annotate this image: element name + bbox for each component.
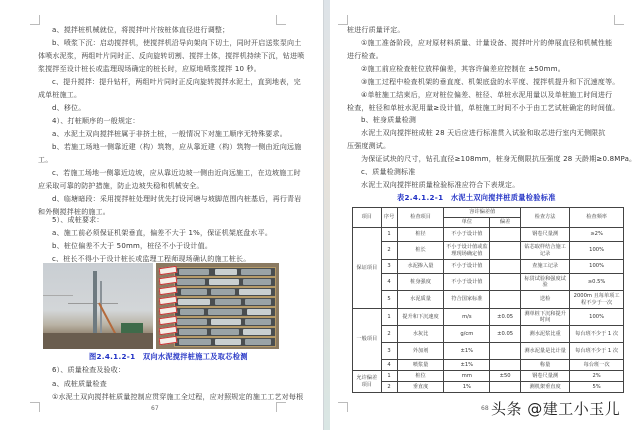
page-number: 68 — [481, 405, 489, 412]
cell-item: 桩长 — [397, 242, 444, 260]
cell-method: 测水泥量是比计量 — [521, 343, 570, 360]
page-number: 67 — [151, 405, 159, 412]
cell-no: 1 — [381, 228, 397, 242]
cell-no: 1 — [381, 371, 397, 382]
paragraph-line: 水泥土双向搅拌桩质量检验标准应符合下表规定。 — [361, 181, 520, 189]
cell-frequency: 100% — [570, 242, 624, 260]
paragraph-line: a、成桩质量检查 — [52, 380, 107, 388]
crop-mark — [614, 15, 624, 25]
page-gap — [313, 0, 330, 430]
cell-frequency: 每台班一次 — [570, 360, 624, 371]
paragraph-line: 浆搅拌至设计桩长或监理现场确定的桩长时，应原地喷浆搅拌 10 秒。 — [38, 65, 261, 73]
cell-unit: g/cm — [444, 326, 490, 343]
paragraph-line: ①施工准备阶段，应对原材料质量、计量设备、搅拌叶片的伸展直径和机械性能 — [361, 39, 613, 47]
cell-unit: mm — [444, 371, 490, 382]
cell-frequency: 2% — [570, 371, 624, 382]
cell-method: 钢卷尺量测 — [521, 371, 570, 382]
cell-unit: 不小于设计值 — [444, 260, 490, 274]
cell-frequency: 每台班不少于 1 次 — [570, 326, 624, 343]
crop-mark — [338, 15, 348, 25]
cell-no: 5 — [381, 291, 397, 309]
cell-value — [490, 260, 521, 274]
table-row — [353, 371, 624, 382]
cell-method: 钢卷尺量测 — [521, 228, 570, 242]
cell-method: 标贯试验和强度试验 — [521, 274, 570, 291]
header-frequency: 检查频率 — [570, 208, 624, 228]
paragraph-line: 进行检查。 — [347, 52, 383, 60]
cell-value — [490, 291, 521, 309]
group-label: 保证项目 — [353, 228, 382, 309]
cell-frequency: 2000m 且每单项工程不少于一次 — [570, 291, 624, 309]
cell-no: 4 — [381, 360, 397, 371]
cell-method: 送检 — [521, 291, 570, 309]
table-row — [353, 382, 624, 393]
cell-method: 测机架垂直度 — [521, 382, 570, 393]
cell-frequency: 每台班不少于 1 次 — [570, 343, 624, 360]
section-heading: 4）、打桩顺序的一般规定： — [52, 117, 140, 125]
paragraph-line: ④单桩施工结束后，应对桩位偏差、桩径、单桩水泥用量以及单桩施工时间进行 — [361, 91, 613, 99]
cell-item: 外加剂 — [397, 343, 444, 360]
cell-value: ±0.05 — [490, 326, 521, 343]
crop-mark — [30, 402, 40, 412]
pile-rig-photo — [43, 263, 153, 349]
crop-mark — [30, 15, 40, 25]
header-item: 项目 — [353, 208, 382, 228]
cell-method: 称量 — [521, 360, 570, 371]
paragraph-line: d、移位。 — [52, 104, 86, 112]
ground — [43, 333, 153, 349]
section-heading: 6）、质量检查及验收： — [52, 366, 126, 374]
paragraph-line: ③施工过程中检查机架的垂直度、机架底盘的水平度、搅拌机提升和下沉速度等。 — [361, 78, 620, 86]
group-label: 允许偏差项目 — [353, 371, 382, 393]
paragraph-line: 桩进行质量评定。 — [347, 26, 405, 34]
paragraph-line: a、施工前必须保证机架垂直，偏差不大于 1%，保证机架底盘水平。 — [52, 229, 273, 237]
table-row — [353, 343, 624, 360]
table-row — [353, 360, 624, 371]
paragraph-line: b、若施工场地一侧靠近建（构）筑物，应从靠近建（构）筑物一侧由近向远施 — [52, 143, 302, 151]
core-tray — [174, 287, 276, 297]
cell-value — [490, 360, 521, 371]
cell-frequency: ≥2% — [570, 228, 624, 242]
paragraph-line: ②施工前应检查桩位放样偏差，其容许偏差应控制在 ±50mm。 — [361, 65, 565, 73]
paragraph-line: c、桩长不得小于设计桩长或监理工程师现场确认的施工桩长。 — [52, 255, 251, 263]
cell-no: 3 — [381, 260, 397, 274]
cell-unit: 不小于设计值 — [444, 274, 490, 291]
paragraph-line: 为保证试块的尺寸，钻孔直径≥108mm，桩身无侧限抗压强度 28 天龄期≥0.8MPa。 — [361, 155, 637, 163]
cell-unit: 不小于设计值 — [444, 228, 490, 242]
paragraph-line: 和外侧搅拌桩的施工。 — [38, 208, 110, 216]
cell-value — [490, 242, 521, 260]
header-check-item: 检查项目 — [397, 208, 444, 228]
paragraph-line: ①水泥土双向搅拌桩质量控制应贯穿施工全过程，应对照规定的施工工艺对每根 — [52, 393, 304, 401]
cell-item: 水灰比 — [397, 326, 444, 343]
paragraph-line: 检查，桩径和单桩水泥用量≥设计值，单桩施工时间不小于由工艺试桩确定的时间值。 — [347, 104, 620, 112]
paragraph-line: 压强度测试。 — [347, 142, 391, 150]
paragraph-line: b、桩位偏差不大于 50mm，桩径不小于设计值。 — [52, 242, 213, 250]
header-value: 偏差 — [490, 218, 521, 228]
cell-unit: m/s — [444, 309, 490, 326]
cell-frequency: ≥0.5% — [570, 274, 624, 291]
paragraph-line: b、喷浆下沉：启动搅拌机，使搅拌机沿导向架向下切土，同时开启送浆泵向土 — [52, 39, 302, 47]
paragraph-line: c、提升搅拌：提升钻杆，两组叶片同时正反向旋转搅拌水泥土，直到地表，完 — [52, 78, 301, 86]
cell-no: 2 — [381, 382, 397, 393]
group-label: 一般项目 — [353, 309, 382, 371]
paragraph-line: 应采取可靠的防护措施，防止边坡失稳和机械安全。 — [38, 182, 204, 190]
header-no: 序号 — [381, 208, 397, 228]
cell-frequency: 5% — [570, 382, 624, 393]
figure-caption: 图2.4.1.2-1 双向水泥搅拌桩施工及取芯检测 — [89, 352, 248, 361]
cell-value: ±0.05 — [490, 309, 521, 326]
cell-method: 测单桩下沉和提升时间 — [521, 309, 570, 326]
cell-method: 查施工记录 — [521, 260, 570, 274]
section-heading: c、质量检测标准 — [361, 168, 416, 176]
cell-value — [490, 274, 521, 291]
header-method: 检查方法 — [521, 208, 570, 228]
watermark: 头条 @建工小玉儿 — [491, 400, 621, 418]
core-tray — [174, 317, 276, 327]
cell-item: 桩位 — [397, 371, 444, 382]
section-heading: b、桩身质量检测 — [361, 116, 417, 124]
table-row — [353, 274, 624, 291]
cell-value — [490, 382, 521, 393]
paragraph-line: 成单桩施工。 — [38, 91, 82, 99]
cell-item: 提升和下沉速度 — [397, 309, 444, 326]
section-heading: 5）、成桩要求： — [52, 216, 104, 224]
cell-item: 垂直度 — [397, 382, 444, 393]
cell-item: 桩身强度 — [397, 274, 444, 291]
paragraph-line: 工。 — [38, 156, 53, 164]
cell-method: 测水泥浆比重 — [521, 326, 570, 343]
cell-no: 4 — [381, 274, 397, 291]
cell-no: 3 — [381, 343, 397, 360]
cell-unit: ±1% — [444, 343, 490, 360]
cell-unit: ±1% — [444, 360, 490, 371]
cell-method: 钻芯取样结合施工记录 — [521, 242, 570, 260]
crop-mark — [276, 402, 286, 412]
cell-unit: 1% — [444, 382, 490, 393]
crop-mark — [276, 15, 286, 25]
paragraph-line: a、搅拌桩机械就位，将搅拌叶片按桩体直径进行调整； — [52, 26, 230, 34]
table-row — [353, 228, 624, 242]
core-tray — [174, 297, 276, 307]
cell-value — [490, 228, 521, 242]
table-row — [353, 291, 624, 309]
cell-frequency: 100% — [570, 309, 624, 326]
document-page-left — [0, 0, 313, 430]
cell-unit: 符合国家标准 — [444, 291, 490, 309]
cell-value: ±50 — [490, 371, 521, 382]
cell-frequency: 100% — [570, 260, 624, 274]
cell-value — [490, 343, 521, 360]
cell-no: 1 — [381, 309, 397, 326]
core-tray — [174, 337, 276, 347]
paragraph-line: a、水泥土双向搅拌桩属于非挤土桩，一般情况下对施工顺序无特殊要求。 — [52, 130, 287, 138]
truck — [121, 323, 143, 333]
table-row — [353, 242, 624, 260]
table-row — [353, 260, 624, 274]
table-row — [353, 309, 624, 326]
header-allowed-deviation: 容许偏差值 — [444, 208, 521, 218]
core-sample-photo — [156, 263, 279, 349]
quality-standard-table — [352, 207, 624, 393]
cell-item: 水泥质量 — [397, 291, 444, 309]
header-unit: 单位 — [444, 218, 490, 228]
cell-no: 2 — [381, 326, 397, 343]
cell-item: 水泥掺入量 — [397, 260, 444, 274]
core-tray — [174, 307, 276, 317]
cell-unit: 不小于设计值或监理现场确定值 — [444, 242, 490, 260]
crop-mark — [338, 402, 348, 412]
cell-item: 桩径 — [397, 228, 444, 242]
paragraph-line: d、临塘暗段：采用搅拌桩处理时优先打设河塘与坡脚范围内桩基后，再行青岩 — [52, 195, 302, 203]
table-row — [353, 326, 624, 343]
core-tray — [174, 327, 276, 337]
cell-no: 2 — [381, 242, 397, 260]
table-caption: 表2.4.1.2-1 水泥土双向搅拌桩质量检验标准 — [397, 193, 556, 202]
core-tray — [174, 277, 276, 287]
paragraph-line: c、若施工场地一侧靠近边坡，应从靠近边坡一侧由近向远施工，在边坡施工时 — [52, 169, 301, 177]
rig-mast — [93, 271, 97, 333]
crane-arm — [43, 295, 73, 296]
core-tray — [174, 267, 276, 277]
paragraph-line: 水泥土双向搅拌桩成桩 28 天后应进行标准贯入试验和取芯进行室内无侧限抗 — [361, 129, 606, 137]
cell-item: 喷浆量 — [397, 360, 444, 371]
paragraph-line: 体喷水泥浆，两组叶片同时正、反向旋转切割、搅拌土体，搅拌机持续下沉，钻进喷 — [38, 52, 305, 60]
